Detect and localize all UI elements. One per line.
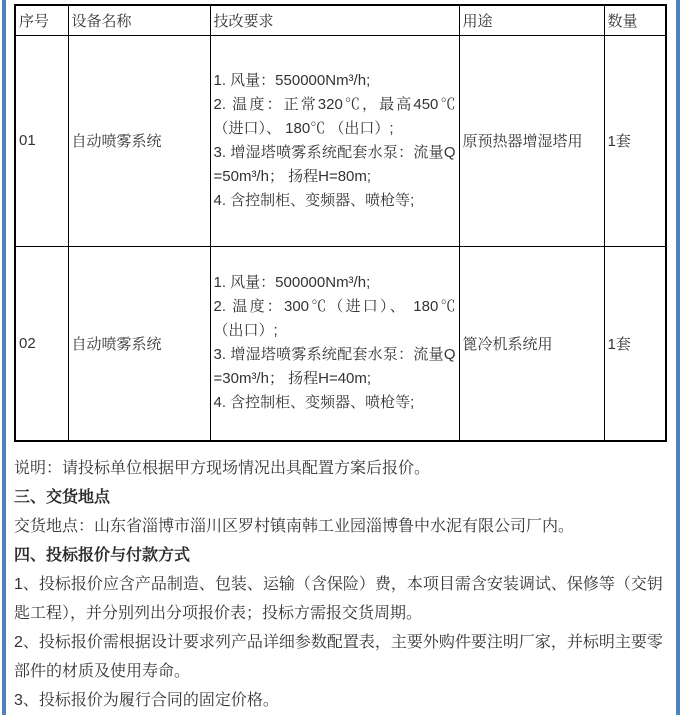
table-row	[15, 35, 666, 246]
requirements-cell	[210, 246, 459, 441]
spec-item: 1. 风量：550000Nm³/h;	[213, 71, 371, 89]
table-header-row	[15, 5, 666, 35]
document-content	[6, 0, 676, 715]
serial-no-cell: 01	[15, 35, 68, 246]
delivery-location-text: 交货地点：山东省淄博市淄川区罗村镇南韩工业园淄博鲁中水泥有限公司厂内。	[14, 518, 575, 535]
equipment-table	[14, 4, 667, 442]
usage-cell: 原预热器增湿塔用	[459, 35, 604, 246]
page-frame	[2, 0, 680, 715]
section-payment-title: 四、投标报价与付款方式	[14, 547, 191, 564]
spec-item: 3. 增湿塔喷雾系统配套水泵：流量Q=50m³/h； 扬程H=80m;	[213, 143, 456, 185]
payment-item: 2、投标报价需根据设计要求列产品详细参数配置表，主要外购件要注明厂家，并标明主要零部件的材质及使用寿命。	[14, 634, 663, 680]
table-row	[15, 246, 666, 441]
quantity-cell: 1套	[604, 35, 666, 246]
header-quantity: 数量	[604, 5, 666, 35]
spec-item: 2. 温度：300℃（进口）、 180℃（出口）;	[213, 298, 456, 340]
serial-no-cell: 02	[15, 246, 68, 441]
payment-item: 1、投标报价应含产品制造、包装、运输（含保险）费，本项目需含安装调试、保修等（交钥匙工程），并分别列出分项报价表；投标方需报交货周期。	[14, 576, 663, 622]
equipment-name-cell: 自动喷雾系统	[68, 246, 210, 441]
usage-cell: 篦冷机系统用	[459, 246, 604, 441]
header-requirements: 技改要求	[210, 5, 459, 35]
section-delivery-title: 三、交货地点	[14, 489, 111, 506]
header-equipment-name: 设备名称	[68, 5, 210, 35]
header-usage: 用途	[459, 5, 604, 35]
spec-item: 3. 增湿塔喷雾系统配套水泵：流量Q=30m³/h； 扬程H=40m;	[213, 346, 456, 388]
remark-text: 说明：请投标单位根据甲方现场情况出具配置方案后报价。	[14, 460, 431, 477]
spec-item: 4. 含控制柜、变频器、喷枪等;	[213, 191, 415, 209]
spec-item: 2. 温度：正常320℃，最高450℃（进口）、 180℃ （出口）;	[213, 95, 456, 137]
payment-item: 3、投标报价为履行合同的固定价格。	[14, 692, 279, 709]
spec-item: 4. 含控制柜、变频器、喷枪等;	[213, 394, 415, 412]
header-serial-no: 序号	[15, 5, 68, 35]
requirements-cell	[210, 35, 459, 246]
spec-item: 1. 风量：500000Nm³/h;	[213, 274, 371, 292]
equipment-name-cell: 自动喷雾系统	[68, 35, 210, 246]
quantity-cell: 1套	[604, 246, 666, 441]
